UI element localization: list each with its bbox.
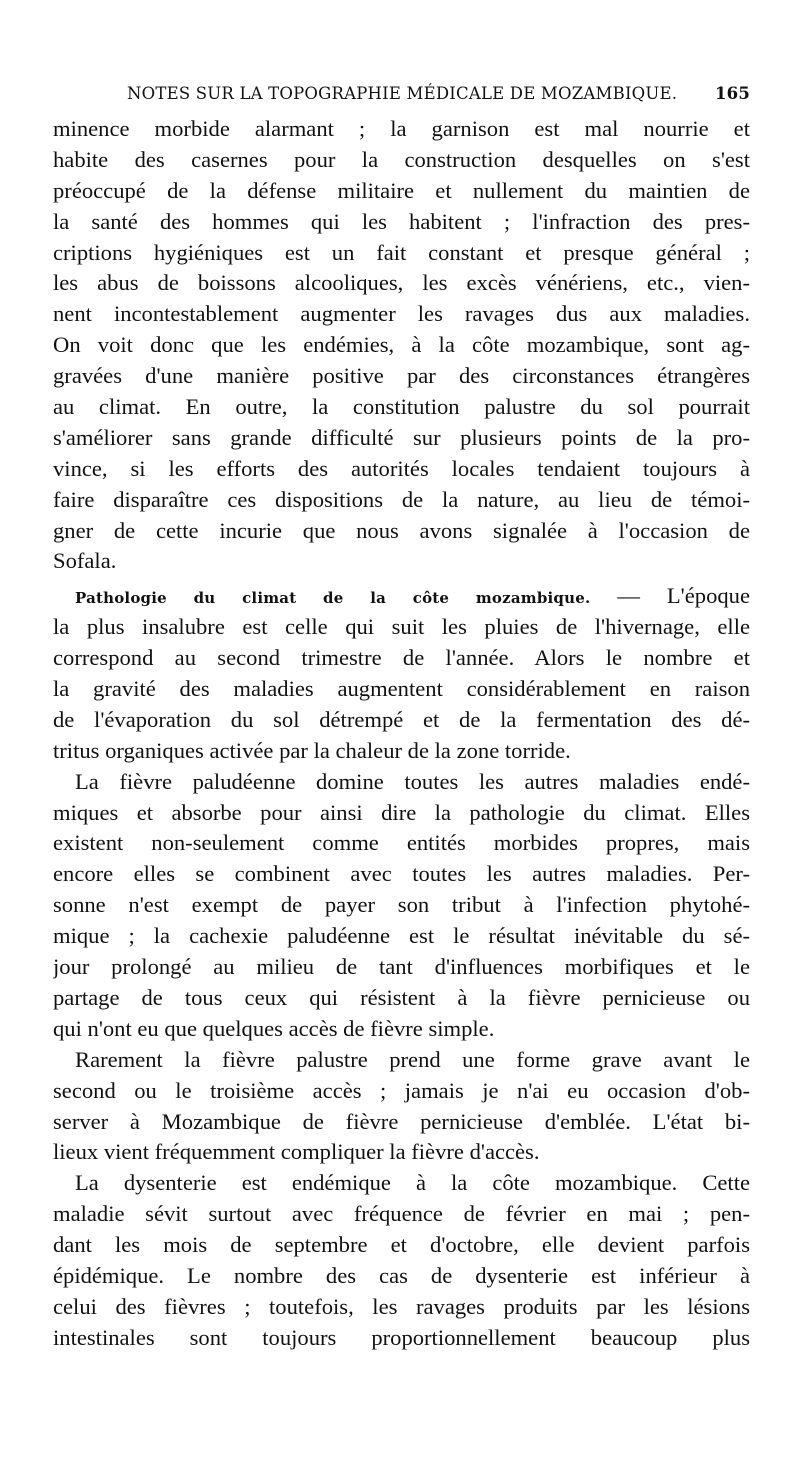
text-line: sonne n'est exempt de payer son tribut à l'infection phytohé- — [53, 892, 750, 918]
text-line: celui des fièvres ; toutefois, les ravages produits par les lésions — [53, 1293, 750, 1319]
text-line: partage de tous ceux qui résistent à la fièvre pernicieuse ou — [53, 984, 750, 1010]
text-line: épidémique. Le nombre des cas de dysenterie est inférieur à — [53, 1262, 750, 1288]
paragraph-grave-form — [53, 1045, 750, 1169]
text-line: second ou le troisième accès ; jamais je n'ai eu occasion d'ob- — [53, 1077, 750, 1103]
text-line: maladie sévit surtout avec fréquence de février en mai ; pen- — [53, 1201, 750, 1227]
text-line: mique ; la cachexie paludéenne est le résultat inévitable du sé- — [53, 923, 750, 949]
text-line: au climat. En outre, la constitution palustre du sol pourrait — [53, 394, 750, 420]
section-first-line — [53, 581, 750, 612]
text-line: habite des casernes pour la construction desquelles on s'est — [53, 146, 750, 172]
text-line: Rarement la fièvre palustre prend une forme grave avant le — [75, 1046, 750, 1072]
text-line: jour prolongé au milieu de tant d'influences morbifiques et le — [53, 954, 750, 980]
section-heading: Pathologie du climat de la côte mozambique. — [75, 589, 591, 608]
text-line: Sofala. — [53, 548, 117, 574]
page-number: 165 — [714, 84, 750, 103]
text-line: la gravité des maladies augmentent considérablement en raison — [53, 676, 750, 702]
text-line: intestinales sont toujours proportionnellement beaucoup plus — [53, 1324, 750, 1350]
text-line: gravées d'une manière positive par des circonstances étrangères — [53, 363, 750, 389]
section-heading-continuation: — L'époque — [590, 583, 750, 609]
text-line: vince, si les efforts des autorités locales tendaient toujours à — [53, 455, 750, 481]
text-line: lieux vient fréquemment compliquer la fièvre d'accès. — [53, 1139, 540, 1165]
text-line: qui n'ont eu que quelques accès de fièvre simple. — [53, 1015, 495, 1041]
text-line: la plus insalubre est celle qui suit les pluies de l'hivernage, elle — [53, 614, 750, 640]
text-line: server à Mozambique de fièvre pernicieuse d'emblée. L'état bi- — [53, 1108, 750, 1134]
text-line: La dysenterie est endémique à la côte mozambique. Cette — [75, 1170, 750, 1196]
text-line: existent non-seulement comme entités morbides propres, mais — [53, 830, 750, 856]
text-line: On voit donc que les endémies, à la côte mozambique, sont ag- — [53, 332, 750, 358]
text-line: La fièvre paludéenne domine toutes les autres maladies endé- — [75, 768, 750, 794]
text-line: préoccupé de la défense militaire et nullement du maintien de — [53, 177, 750, 203]
text-line: tritus organiques activée par la chaleur de la zone torride. — [53, 737, 571, 763]
paragraph-pathology — [53, 581, 750, 766]
text-line: correspond au second trimestre de l'année. Alors le nombre et — [53, 645, 750, 671]
text-line: nent incontestablement augmenter les ravages dus aux maladies. — [53, 301, 750, 327]
running-head-title: NOTES SUR LA TOPOGRAPHIE MÉDICALE DE MOZAMBIQUE. — [127, 84, 678, 103]
text-line: criptions hygiéniques est un fait constant et presque général ; — [53, 239, 750, 265]
text-line: dant les mois de septembre et d'octobre, elle devient parfois — [53, 1232, 750, 1258]
text-line: gner de cette incurie que nous avons signalée à l'occasion de — [53, 517, 750, 543]
paragraph-paludal-fever — [53, 767, 750, 1045]
text-line: miques et absorbe pour ainsi dire la pathologie du climat. Elles — [53, 799, 750, 825]
paragraph-garrison — [53, 114, 750, 577]
book-page — [53, 80, 750, 1354]
running-head — [53, 80, 750, 114]
text-line: les abus de boissons alcooliques, les excès vénériens, etc., vien- — [53, 270, 750, 296]
text-line: s'améliorer sans grande difficulté sur plusieurs points de la pro- — [53, 424, 750, 450]
text-line: faire disparaître ces dispositions de la nature, au lieu de témoi- — [53, 486, 750, 512]
text-line: minence morbide alarmant ; la garnison est mal nourrie et — [53, 116, 750, 141]
paragraph-dysentery — [53, 1168, 750, 1353]
text-line: encore elles se combinent avec toutes les autres maladies. Per- — [53, 861, 750, 887]
text-line: la santé des hommes qui les habitent ; l'infraction des pres- — [53, 208, 750, 234]
text-line: de l'évaporation du sol détrempé et de la fermentation des dé- — [53, 706, 750, 732]
